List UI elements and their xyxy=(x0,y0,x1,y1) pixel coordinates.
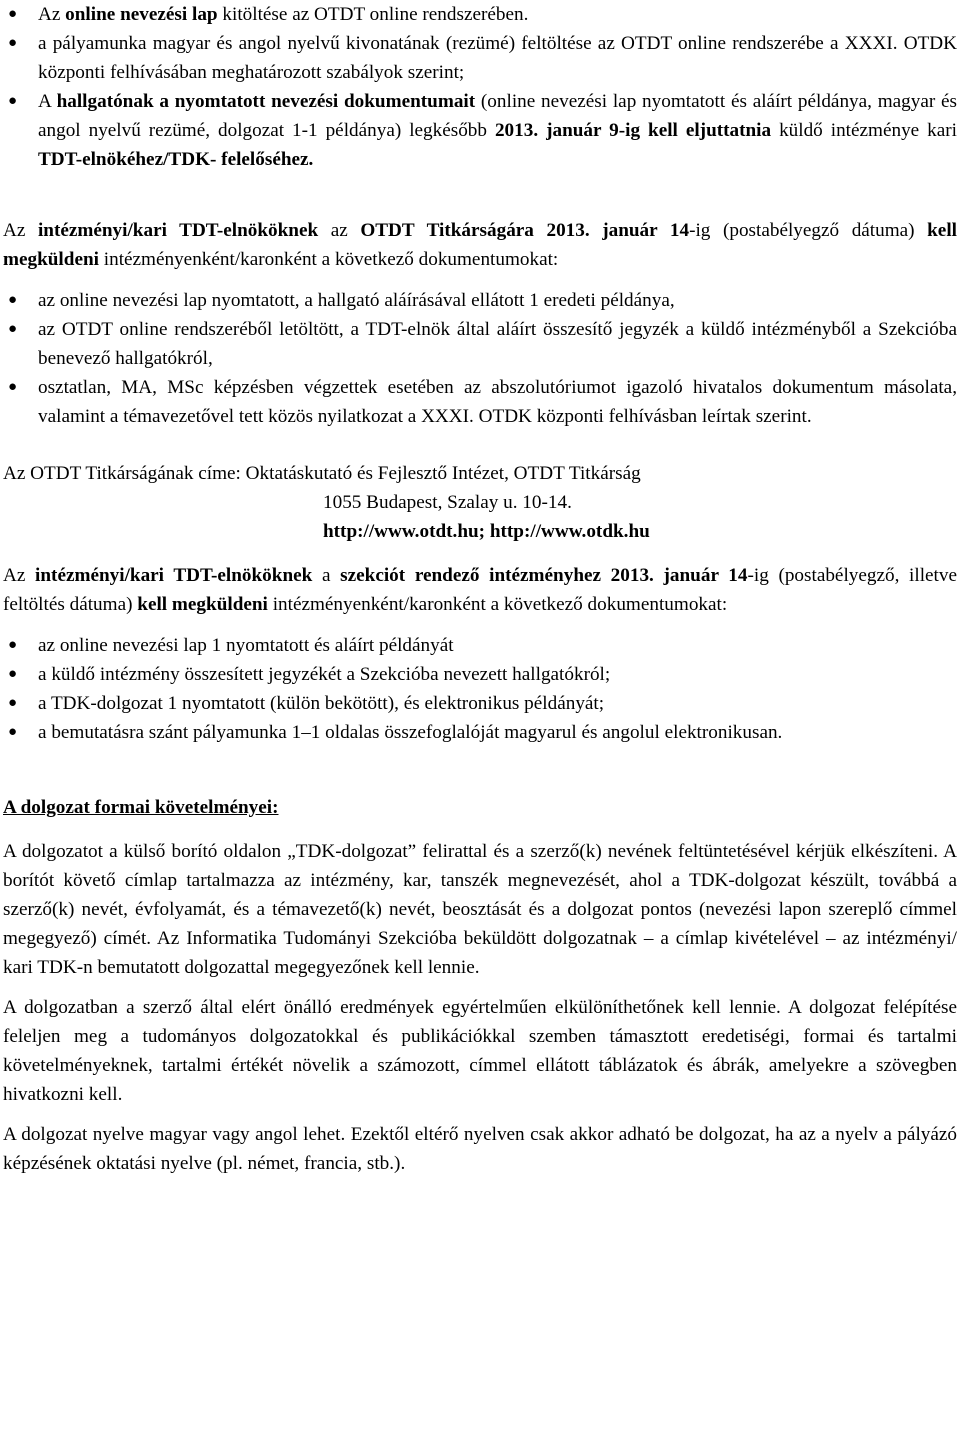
text-run: osztatlan, MA, MSc képzésben végzettek esetében az abszolutóriumot igazoló hivatalos dokumentum másolata, valamint a témavezetővel tett közös nyilatkozat a XXXI. OTDK központi felhívásban leírtak szerint. xyxy=(38,377,957,427)
text-run: hallgatónak a nyomtatott nevezési dokumentumait xyxy=(56,91,476,112)
bullet-icon: ● xyxy=(8,724,18,740)
list-item xyxy=(3,631,957,660)
national-documents-list xyxy=(3,286,957,431)
address-street: 1055 Budapest, Szalay u. 10-14. xyxy=(323,492,572,513)
list-item xyxy=(3,373,957,431)
text-run: szekciót rendező intézményhez 2013. január 14 xyxy=(340,565,748,586)
online-nomination-list xyxy=(3,0,957,174)
formal-requirements-heading: A dolgozat formai követelményei: xyxy=(3,797,279,818)
bullet-icon: ● xyxy=(8,666,18,682)
text-run: 2013. január 9-ig kell eljuttatnia xyxy=(494,120,772,141)
address-name: Oktatáskutató és Fejlesztő Intézet, OTDT Titkárság xyxy=(240,463,641,484)
text-run: Az xyxy=(38,4,66,25)
list-item xyxy=(3,0,957,29)
text-run: intézményenként/karonként a következő dokumentumokat: xyxy=(98,249,559,270)
list-item xyxy=(3,315,957,373)
section-documents-list xyxy=(3,631,957,747)
link-separator: ; xyxy=(478,521,490,542)
text-run: TDT-elnökéhez/TDK- felelőséhez. xyxy=(38,149,314,170)
text-run: intézményenként/karonként a következő dokumentumokat: xyxy=(267,594,728,615)
list-item xyxy=(3,689,957,718)
address-label: Az OTDT Titkárságának címe: xyxy=(3,463,241,484)
section-submission-paragraph xyxy=(3,561,957,619)
text-run: kell megküldeni xyxy=(3,220,957,270)
text-run: az online nevezési lap 1 nyomtatott és aláírt példányát xyxy=(38,635,454,656)
bullet-icon: ● xyxy=(8,695,18,711)
requirements-paragraph-1: A dolgozatot a külső borító oldalon „TDK-dolgozat” felirattal és a szerző(k) nevének feltüntetésével kérjük elkészíteni. A borítót követő címlap tartalmazza az intézmény, kar, tanszék megnevezését, ahol a TDK-dolgozat készült, továbbá a szerző(k) nevét, évfolyamát, és a témavezető(k) nevét, beosztását és a dolgozat pontos (nevezési lapon szereplő címmel megegyező) címét. Az Informatika Tudományi Szekcióba beküldött dolgozatnak – a címlap kivételével – az intézményi/ kari TDK-n bemutatott dolgozattal megegyezőnek kell lennie. xyxy=(3,841,957,978)
text-run: (online nevezési lap nyomtatott és aláírt példánya, magyar és angol nyelvű rezümé, dolgozat 1-1 példánya) legkésőbb xyxy=(38,91,957,141)
otdk-link[interactable]: http://www.otdk.hu xyxy=(489,521,650,542)
text-run: intézményi/kari TDT-elnököknek xyxy=(37,220,319,241)
requirements-paragraph-2: A dolgozatban a szerző által elért önálló eredmények egyértelműen elkülöníthetőnek kell lennie. A dolgozat felépítése feleljen meg a tudományos dolgozatokkal és publikációkkal szemben támasztott eredetiségi, formai és tartalmi követelményeknek, tartalmi értékét növelik a számozott, címmel ellátott táblázatok és ábrák, amelyekre a szövegben hivatkozni kell. xyxy=(3,997,957,1105)
text-run: küldő intézménye kari xyxy=(771,120,957,141)
national-submission-paragraph xyxy=(3,216,957,274)
text-run: OTDT Titkárságára 2013. január 14 xyxy=(360,220,690,241)
text-run: az online nevezési lap nyomtatott, a hallgató aláírásával ellátott 1 eredeti példánya, xyxy=(38,290,675,311)
list-item xyxy=(3,718,957,747)
bullet-icon: ● xyxy=(8,35,18,51)
text-run: a pályamunka magyar és angol nyelvű kivonatának (rezümé) feltöltése az OTDT online rendszerébe a XXXI. OTDK központi felhívásában meghatározott szabályok szerint; xyxy=(38,33,957,83)
otdt-link[interactable]: http://www.otdt.hu xyxy=(323,521,479,542)
text-run: a xyxy=(312,565,341,586)
text-run: kitöltése az OTDT online rendszerében. xyxy=(217,4,529,25)
text-run: a TDK-dolgozat 1 nyomtatott (külön bekötött), és elektronikus példányát; xyxy=(38,693,605,714)
bullet-icon: ● xyxy=(8,379,18,395)
list-item xyxy=(3,87,957,174)
bullet-icon: ● xyxy=(8,292,18,308)
list-item xyxy=(3,286,957,315)
text-run: a bemutatásra szánt pályamunka 1–1 oldalas összefoglalóját magyarul és angolul elektronikusan. xyxy=(38,722,783,743)
text-run: az OTDT online rendszeréből letöltött, a TDT-elnök által aláírt összesítő jegyzék a küldő intézményből a Szekcióba benevező hallgatókról, xyxy=(38,319,957,369)
bullet-icon: ● xyxy=(8,93,18,109)
text-run: intézményi/kari TDT-elnököknek xyxy=(35,565,313,586)
bullet-icon: ● xyxy=(8,637,18,653)
text-run: online nevezési lap xyxy=(65,4,218,25)
text-run: az xyxy=(318,220,361,241)
text-run: Az xyxy=(3,565,36,586)
text-run: a küldő intézmény összesített jegyzékét a Szekcióba nevezett hallgatókról; xyxy=(38,664,611,685)
text-run: A xyxy=(38,91,57,112)
requirements-paragraph-3: A dolgozat nyelve magyar vagy angol lehet. Ezektől eltérő nyelven csak akkor adható be dolgozat, ha az a nyelv a pályázó képzésének oktatási nyelve (pl. német, francia, stb.). xyxy=(3,1124,957,1174)
bullet-icon: ● xyxy=(8,6,18,22)
text-run: -ig (postabélyegző dátuma) xyxy=(689,220,928,241)
text-run: Az xyxy=(3,220,38,241)
bullet-icon: ● xyxy=(8,321,18,337)
text-run: kell megküldeni xyxy=(137,594,268,615)
list-item xyxy=(3,29,957,87)
address-block xyxy=(3,459,957,546)
text-run: -ig (postabélyegző, illetve feltöltés dátuma) xyxy=(3,565,957,615)
list-item xyxy=(3,660,957,689)
